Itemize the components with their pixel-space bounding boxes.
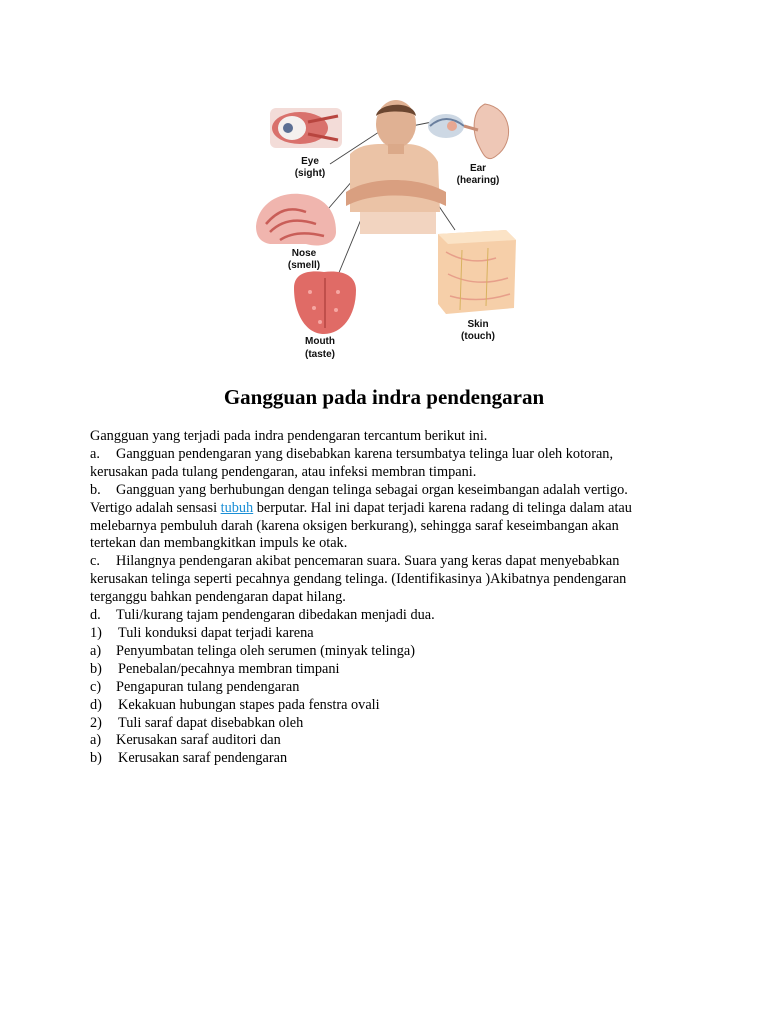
list-item-b [90,482,690,500]
mouth-sense-label: (taste) [304,349,336,360]
nose-illustration [256,194,336,246]
list-item-text: Penyumbatan telinga oleh serumen (minyak telinga) [116,642,415,659]
ear-illustration [428,104,509,159]
tongue-illustration [294,271,356,334]
ear-sense-label: (hearing) [456,175,500,186]
list-marker: b) [90,660,102,677]
eye-illustration [270,108,342,148]
sub-item-2a [90,732,690,750]
list-marker: d) [90,696,102,713]
list-item-text: Hilangnya pendengaran akibat pencemaran suara. Suara yang keras dapat menyebabkan [116,553,620,570]
list-item-c [90,553,690,571]
list-item-text: Pengapuran tulang pendengaran [116,678,300,695]
document-body [90,428,690,768]
text-segment: Vertigo adalah sensasi [90,499,221,516]
sub-item-1b [90,661,690,679]
mouth-label: Mouth [305,336,335,347]
list-marker: c) [90,678,102,695]
list-marker: d. [90,607,101,624]
nose-sense-label: (smell) [287,260,321,271]
list-item-text-continued: tertekan dan membangkitkan impuls ke otak. [90,535,348,552]
list-item-d [90,607,690,625]
list-marker: b) [90,750,102,767]
sub-item-1a [90,643,690,661]
list-item-text: Kekakuan hubungan stapes pada fenstra ovali [118,696,380,713]
list-marker: a) [90,732,102,749]
list-item-text: Tuli/kurang tajam pendengaran dibedakan menjadi dua. [116,607,435,624]
tubuh-link[interactable]: tubuh [220,499,254,516]
list-marker: a) [90,642,102,659]
skin-sense-label: (touch) [461,331,495,342]
list-marker: 2) [90,714,102,731]
list-marker: b. [90,481,101,498]
nose-label: Nose [291,248,317,259]
list-item-text-continued: terganggu bahkan pendengaran dapat hilang. [90,589,346,606]
list-item-a [90,446,690,464]
list-item-text: Kerusakan saraf auditori dan [116,732,281,749]
list-item-text: Gangguan yang berhubungan dengan telinga sebagai organ keseimbangan adalah vertigo. [116,481,628,498]
eye-label: Eye [301,156,319,167]
skin-label: Skin [467,319,489,330]
five-senses-illustration [250,92,518,367]
ear-label: Ear [469,163,487,174]
list-item-text: Kerusakan saraf pendengaran [118,750,288,767]
list-item-text-continued: kerusakan telinga seperti pecahnya gendang telinga. (Identifikasinya )Akibatnya pendengaran [90,571,627,588]
document-title: Gangguan pada indra pendengaran [223,385,545,409]
list-item-text-continued: kerusakan pada tulang pendengaran, atau infeksi membran timpani. [90,463,477,480]
list-item-text: Penebalan/pecahnya membran timpani [118,660,340,677]
five-senses-figure [250,92,518,367]
numbered-item-2 [90,715,690,733]
list-item-text-continued [90,500,690,518]
list-marker: c. [90,553,100,570]
list-marker: a. [90,445,100,462]
intro-paragraph: Gangguan yang terjadi pada indra pendengaran tercantum berikut ini. [90,428,488,444]
text-segment: berputar. Hal ini dapat terjadi karena radang di telinga dalam atau [253,499,632,516]
list-marker: 1) [90,624,102,641]
list-item-text: Tuli saraf dapat disebabkan oleh [118,714,304,731]
sub-item-1c [90,679,690,697]
list-item-text-continued: melebarnya pembuluh darah (karena oksigen berkurang), sehingga saraf keseimbangan akan [90,517,619,534]
eye-sense-label: (sight) [294,168,326,179]
sub-item-1d [90,697,690,715]
sub-item-2b [90,750,690,768]
list-item-text: Gangguan pendengaran yang disebabkan karena tersumbatya telinga luar oleh kotoran, [116,445,614,462]
list-item-text: Tuli konduksi dapat terjadi karena [118,624,314,641]
skin-illustration [438,230,516,314]
numbered-item-1 [90,625,690,643]
